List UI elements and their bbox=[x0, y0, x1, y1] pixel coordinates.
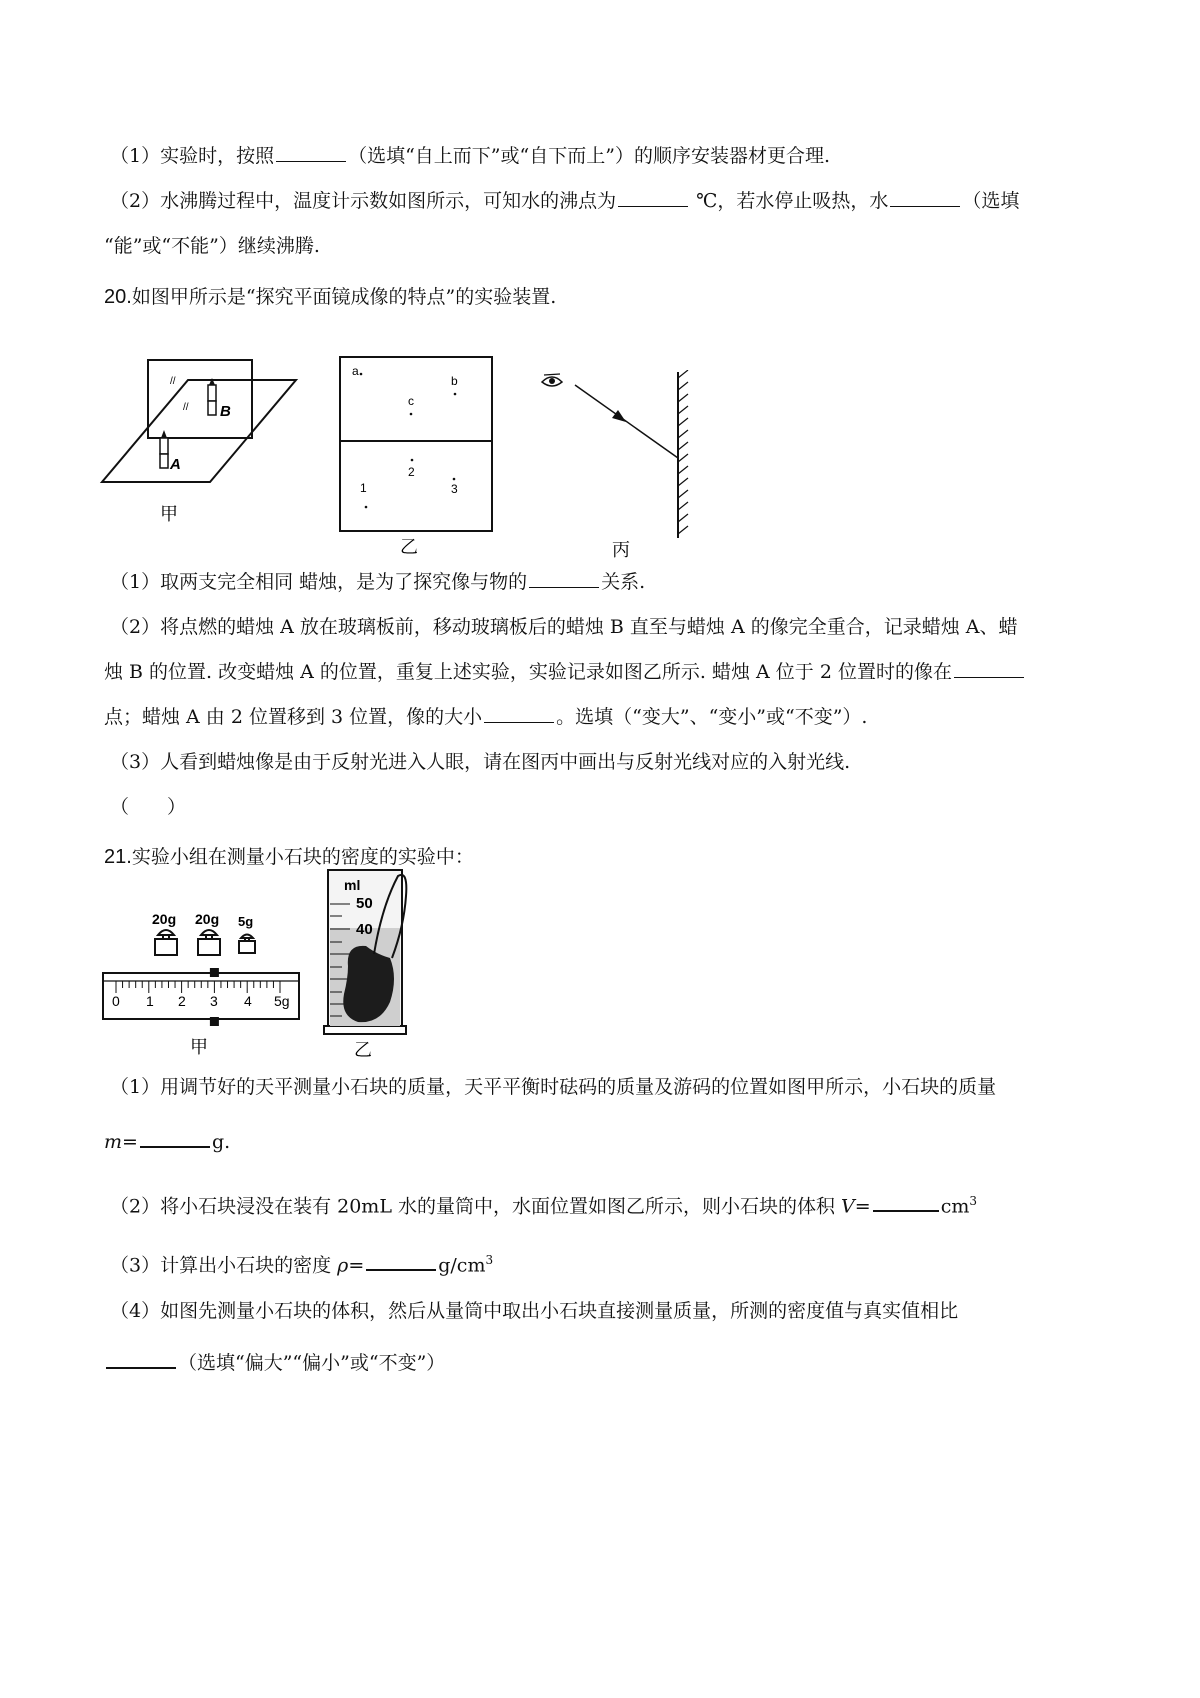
point-label-c: c bbox=[408, 394, 414, 408]
answer-blank-volume[interactable] bbox=[873, 1192, 939, 1212]
q21-part2-text: （2）将小石块浸没在装有 20mL 水的量筒中，水面位置如图乙所示，则小石块的体积 bbox=[110, 1195, 842, 1218]
q21-part3 bbox=[110, 1246, 1100, 1279]
glass-hatch-mark: // bbox=[183, 402, 189, 413]
figure-caption-bing: 丙 bbox=[612, 540, 630, 560]
rider-bottom[interactable] bbox=[210, 1017, 219, 1026]
answer-blank[interactable] bbox=[484, 704, 554, 723]
scale-label: 1 bbox=[146, 993, 154, 1009]
unit-g: g. bbox=[211, 1131, 231, 1153]
q20-part3: （3）人看到蜡烛像是由于反射光进入人眼，请在图丙中画出与反射光线对应的入射光线. bbox=[110, 751, 851, 773]
question-text: 如图甲所示是“探究平面镜成像的特点”的实验装置. bbox=[131, 286, 557, 308]
flame-icon bbox=[161, 430, 167, 438]
q21-title bbox=[104, 843, 1094, 871]
q21-part4-line2 bbox=[104, 1349, 1094, 1377]
equals-sign: = bbox=[348, 1254, 365, 1277]
reflected-ray bbox=[575, 385, 678, 458]
variable-v: V bbox=[841, 1195, 855, 1218]
question-text: 实验小组在测量小石块的密度的实验中： bbox=[131, 846, 474, 868]
q19-part2-text-mid: ℃，若水停止吸热，水 bbox=[690, 190, 889, 212]
figure-reflection bbox=[540, 370, 700, 560]
point-1 bbox=[365, 506, 368, 509]
q20-part3-answer[interactable]: （ ） bbox=[110, 796, 187, 818]
q20-part2-text: 烛 B 的位置. 改变蜡烛 A 的位置，重复上述实验，实验记录如图乙所示. 蜡烛 A 位于 2 位置时的像在 bbox=[104, 661, 952, 683]
candle-b-icon bbox=[208, 385, 216, 401]
q19-part1 bbox=[110, 142, 1100, 170]
q20-title bbox=[104, 283, 1094, 311]
q19-part2-cont: “能”或“不能”）继续沸腾. bbox=[104, 235, 320, 257]
answer-blank[interactable] bbox=[618, 188, 688, 207]
scale-ticks bbox=[116, 981, 280, 993]
rider-top[interactable] bbox=[210, 968, 219, 977]
q21-part3-text: （3）计算出小石块的密度 bbox=[110, 1254, 338, 1277]
figure-caption-yi: 乙 bbox=[354, 1040, 372, 1060]
weight-label-20g: 20g bbox=[152, 911, 177, 927]
q21-part4-line1: （4）如图先测量小石块的体积，然后从量筒中取出小石块直接测量质量，所测的密度值与真实值相比 bbox=[110, 1300, 959, 1322]
q21-part2 bbox=[110, 1187, 1100, 1220]
point-a bbox=[360, 373, 363, 376]
point-b bbox=[454, 393, 457, 396]
glass-hatch-mark: // bbox=[170, 376, 176, 387]
figure-caption-jia: 甲 bbox=[190, 1037, 208, 1057]
unit-exponent: 3 bbox=[485, 1253, 494, 1267]
candle-a-holder-icon bbox=[160, 454, 168, 468]
answer-blank[interactable] bbox=[890, 188, 960, 207]
weight-label-20g: 20g bbox=[195, 911, 220, 927]
point-label-a: a bbox=[352, 364, 359, 378]
scale-label: 4 bbox=[244, 993, 252, 1009]
point-3 bbox=[453, 478, 456, 481]
cylinder-base bbox=[324, 1026, 406, 1034]
label-candle-b: B bbox=[220, 403, 231, 420]
scale-label: 5g bbox=[274, 993, 290, 1009]
question-number: 21. bbox=[104, 846, 132, 868]
candle-a-icon bbox=[160, 438, 168, 454]
weight-label-5g: 5g bbox=[238, 914, 254, 929]
label-candle-a: A bbox=[170, 456, 181, 473]
figure-caption-yi: 乙 bbox=[400, 537, 418, 555]
eye-icon bbox=[542, 374, 562, 386]
q20-part1-text-end: 关系. bbox=[601, 571, 646, 593]
q20-part2-line3 bbox=[104, 703, 1094, 731]
candle-b-holder-icon bbox=[208, 401, 216, 415]
answer-blank[interactable] bbox=[529, 569, 599, 588]
cylinder-tick-label: 50 bbox=[356, 895, 373, 912]
weight-20g-icon bbox=[155, 930, 177, 955]
mirror-hatching bbox=[678, 370, 688, 534]
beam-scale bbox=[103, 973, 299, 1019]
q19-part2-text: （2）水沸腾过程中，温度计示数如图所示，可知水的沸点为 bbox=[110, 190, 617, 212]
answer-blank-density[interactable] bbox=[366, 1251, 436, 1271]
table-plane bbox=[102, 380, 296, 482]
cylinder-tick-label: 40 bbox=[356, 921, 373, 938]
unit-g-per-cm: g/cm bbox=[438, 1254, 486, 1277]
variable-rho: ρ bbox=[337, 1254, 349, 1277]
q20-part2-text-b: 点；蜡烛 A 由 2 位置移到 3 位置，像的大小 bbox=[104, 706, 483, 728]
q20-part2-line2 bbox=[104, 658, 1094, 686]
figure-graduated-cylinder bbox=[320, 866, 415, 1061]
glass-plate bbox=[148, 360, 252, 438]
answer-blank-comparison[interactable] bbox=[106, 1349, 176, 1369]
record-frame bbox=[340, 357, 492, 531]
scale-label: 0 bbox=[112, 993, 120, 1009]
unit-exponent: 3 bbox=[969, 1194, 977, 1208]
q19-part1-text: （1）实验时，按照 bbox=[110, 145, 275, 167]
q19-part2 bbox=[110, 187, 1100, 215]
answer-blank-mass[interactable] bbox=[140, 1128, 210, 1148]
q20-part1-text: （1）取两支完全相同 蜡烛，是为了探究像与物的 bbox=[110, 571, 528, 593]
answer-blank[interactable] bbox=[276, 143, 346, 162]
q21-part4-text-end: （选填“偏大”“偏小”或“不变”） bbox=[178, 1352, 446, 1374]
equals-sign: = bbox=[122, 1131, 138, 1153]
point-label-b: b bbox=[451, 374, 458, 388]
figure-caption-jia: 甲 bbox=[160, 504, 178, 524]
point-2 bbox=[411, 459, 414, 462]
q20-part1 bbox=[110, 568, 1100, 596]
scale-label: 2 bbox=[178, 993, 186, 1009]
q20-part2-line1: （2）将点燃的蜡烛 A 放在玻璃板前，移动玻璃板后的蜡烛 B 直至与蜡烛 A 的像完全重合，记录蜡烛 A、蜡 bbox=[110, 616, 1018, 638]
q19-part2-text-end: （选填 bbox=[962, 190, 1020, 212]
variable-m: m bbox=[104, 1131, 123, 1153]
figure-position-record bbox=[338, 355, 498, 555]
point-c bbox=[410, 413, 413, 416]
q21-part1-line1: （1）用调节好的天平测量小石块的质量，天平平衡时砝码的质量及游码的位置如图甲所示，小石块的质量 bbox=[110, 1076, 997, 1098]
figure-mirror-setup bbox=[98, 330, 308, 525]
weight-20g-icon bbox=[198, 930, 220, 955]
point-label-3: 3 bbox=[451, 482, 458, 496]
point-label-2: 2 bbox=[408, 465, 415, 479]
equals-sign: = bbox=[854, 1195, 871, 1218]
question-number: 20. bbox=[104, 286, 132, 308]
weight-5g-icon bbox=[239, 935, 255, 954]
answer-blank[interactable] bbox=[954, 659, 1024, 678]
scale-label: 3 bbox=[210, 993, 218, 1009]
q19-part1-text-end: （选填“自上而下”或“自下而上”）的顺序安装器材更合理. bbox=[348, 145, 830, 167]
unit-cm: cm bbox=[940, 1195, 970, 1218]
q20-part2-text-end: 。选填（“变大”、“变小”或“不变”）. bbox=[556, 706, 868, 728]
figure-balance bbox=[100, 905, 320, 1060]
cylinder-unit: ml bbox=[344, 877, 361, 893]
point-label-1: 1 bbox=[360, 481, 367, 495]
q21-part1-line2 bbox=[104, 1128, 1094, 1156]
